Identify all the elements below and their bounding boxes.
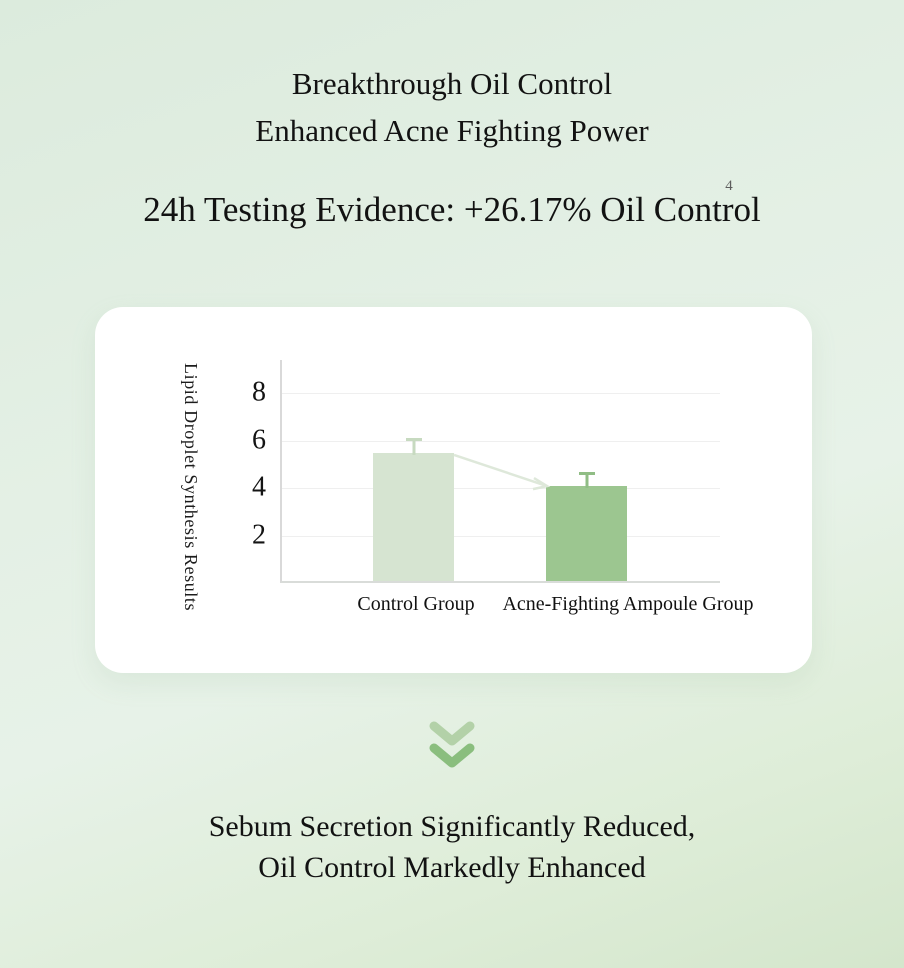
x-tick-label: Control Group <box>357 593 475 615</box>
bar-control-group <box>373 453 454 581</box>
x-tick-label: Acne-Fighting Ampoule Group <box>502 593 754 615</box>
chart-card <box>95 307 812 673</box>
gridline <box>282 441 720 442</box>
gridline <box>282 536 720 537</box>
title-line-2: Enhanced Acne Fighting Power <box>255 113 649 148</box>
subtitle-text: 24h Testing Evidence: +26.17% Oil Control <box>143 190 761 229</box>
plot-area <box>252 360 754 615</box>
subtitle <box>143 178 761 230</box>
error-bar <box>406 438 422 455</box>
conclusion-text <box>0 806 904 888</box>
gridline <box>282 488 720 489</box>
y-tick-label: 2 <box>252 518 266 550</box>
y-tick-label: 8 <box>252 376 266 408</box>
header <box>0 0 904 230</box>
conclusion-line-1: Sebum Secretion Significantly Reduced, <box>208 810 696 843</box>
footnote-marker: 4 <box>725 178 733 194</box>
bar-ampoule-group <box>546 486 627 581</box>
error-bar <box>579 472 595 489</box>
page-title <box>0 60 904 154</box>
double-chevron-down-glyph <box>429 721 475 771</box>
gridline <box>282 393 720 394</box>
y-tick-label: 4 <box>252 471 266 503</box>
y-tick-label: 6 <box>252 424 266 456</box>
y-axis-title: Lipid Droplet Synthesis Results <box>181 363 201 612</box>
title-line-1: Breakthrough Oil Control <box>291 66 613 101</box>
double-chevron-down-icon <box>429 721 475 776</box>
conclusion-line-2: Oil Control Markedly Enhanced <box>258 851 646 884</box>
